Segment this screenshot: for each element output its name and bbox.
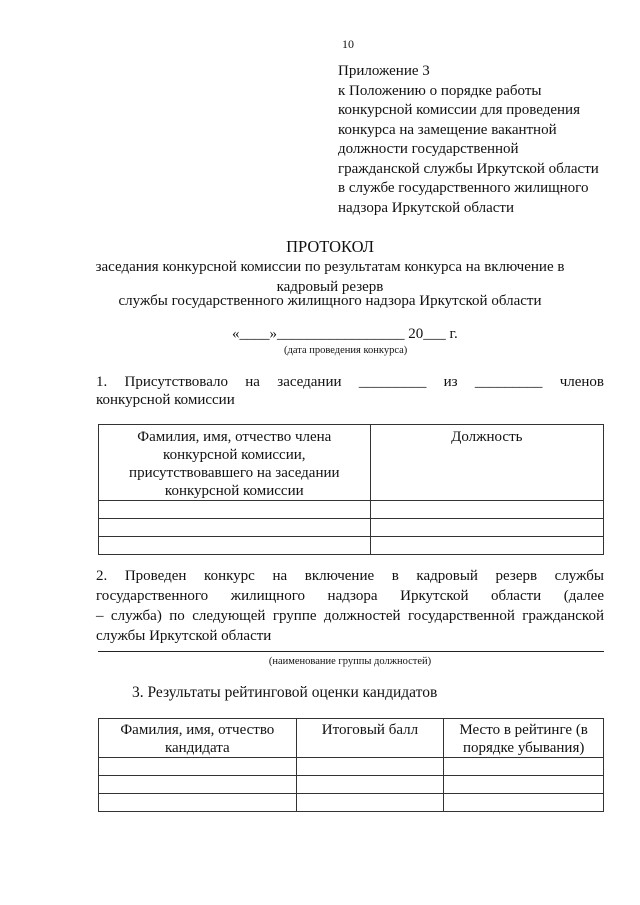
table-cell[interactable] (444, 758, 604, 776)
page-number: 10 (342, 37, 354, 51)
table-row (99, 537, 604, 555)
subtitle-line-1: заседания конкурсной комиссии по результатам конкурса на включение в (95, 259, 565, 275)
section-2-line: – служба) по следующей группе должностей государственной гражданской (96, 608, 604, 624)
table-cell[interactable] (99, 758, 297, 776)
table-cell[interactable] (370, 537, 603, 555)
subtitle-line-3: службы государственного жилищного надзора Иркутской области (118, 293, 542, 309)
candidate-rating-table (98, 718, 604, 812)
table-header-fio: Фамилия, имя, отчество члена конкурсной комиссии, присутствовавшего на заседании конкурсной комиссии (99, 425, 371, 501)
table-cell[interactable] (370, 519, 603, 537)
appendix-line: должности государственной (338, 141, 519, 157)
subtitle-line-2: кадровый резерв (276, 279, 384, 295)
appendix-line: Приложение 3 (338, 63, 430, 79)
section-2-line: службы Иркутской области (96, 628, 272, 644)
table-header-position: Должность (370, 425, 603, 501)
commission-members-table (98, 424, 604, 555)
table-cell[interactable] (370, 501, 603, 519)
appendix-block (338, 62, 628, 218)
appendix-line: гражданской службы Иркутской области (338, 160, 599, 177)
appendix-line: конкурсной комиссии для проведения (338, 102, 580, 118)
table-cell[interactable] (99, 776, 297, 794)
section-2-paragraph (96, 566, 604, 646)
table-header-score: Итоговый балл (296, 719, 444, 758)
section-3-heading: 3. Результаты рейтинговой оценки кандидатов (132, 684, 438, 701)
table-row (99, 519, 604, 537)
table-cell[interactable] (99, 519, 371, 537)
table-cell[interactable] (296, 794, 444, 812)
table-cell[interactable] (444, 794, 604, 812)
position-group-fill-line[interactable] (98, 651, 604, 652)
table-cell[interactable] (99, 537, 371, 555)
date-line: «____»_________________ 20___ г. (232, 326, 458, 342)
table-cell[interactable] (444, 776, 604, 794)
position-group-caption: (наименование группы должностей) (268, 656, 432, 667)
appendix-line: конкурса на замещение вакантной (338, 121, 557, 138)
table-row (99, 776, 604, 794)
section-2-line: 2. Проведен конкурс на включение в кадровый резерв службы (96, 568, 604, 584)
appendix-line: в службе государственного жилищного (338, 180, 589, 196)
table-cell[interactable] (296, 776, 444, 794)
section-1-line-1: 1. Присутствовало на заседании _________ из _________ членов (96, 374, 604, 390)
section-1-line-2: конкурсной комиссии (96, 392, 235, 408)
table-row (99, 758, 604, 776)
table-cell[interactable] (99, 794, 297, 812)
document-title: ПРОТОКОЛ (286, 237, 374, 256)
section-2-line: государственного жилищного надзора Иркутской области (далее (96, 588, 604, 604)
table-cell[interactable] (99, 501, 371, 519)
table-header-candidate: Фамилия, имя, отчество кандидата (99, 719, 297, 758)
table-cell[interactable] (296, 758, 444, 776)
table-row (99, 794, 604, 812)
document-subtitle (40, 257, 620, 297)
table-header-rank: Место в рейтинге (в порядке убывания) (444, 719, 604, 758)
date-caption: (дата проведения конкурса) (284, 345, 408, 356)
appendix-line: надзора Иркутской области (338, 199, 514, 216)
appendix-line: к Положению о порядке работы (338, 82, 542, 99)
table-row (99, 501, 604, 519)
